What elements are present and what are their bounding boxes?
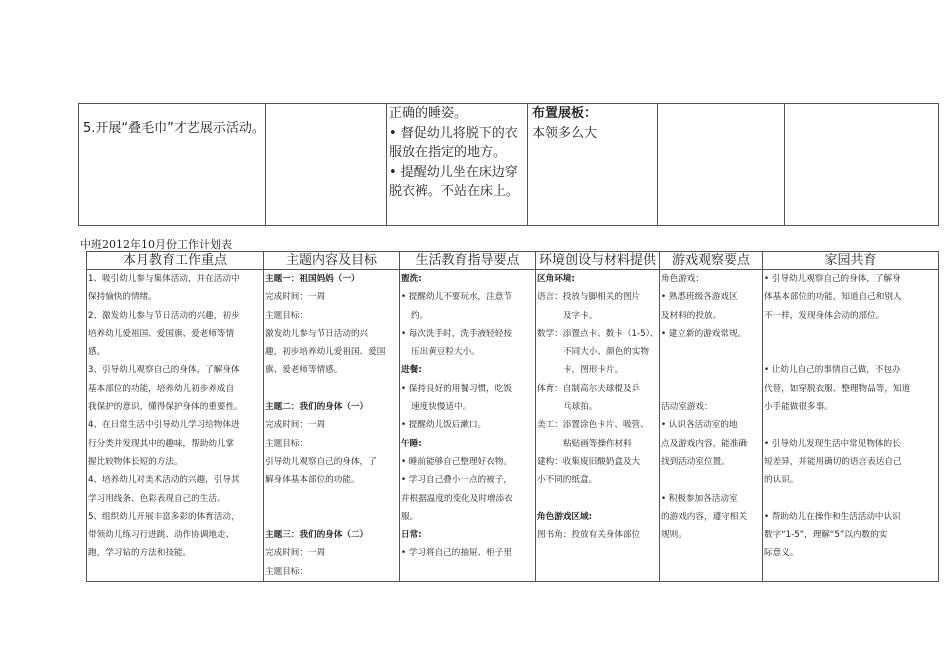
empty-cell <box>658 104 785 226</box>
life-guidance-cell: 盥洗: • 提醒幼儿不要玩水，注意节 约。 • 每次洗手时，洗手液轻轻按 压出黄豆粒大小。 进餐: • 保持良好的用餐习惯，吃饭 速度快慢适中。 • 提醒幼儿饭后漱口。 午睡: • 睡前能够自己整理好衣物。 • 学习自己叠小一点的被子， 并根据温度的变化及时增添衣 服。 日常: • 学习将自己的抽屉、柜子里 <box>400 270 536 582</box>
environment-cell: 区角环境: 语言：投放与脚相关的图片 及字卡。 数学：添置点卡、数卡（1-5）、 不同大小、颜色的实物 卡，图形卡片。 体育：自制高尔夫球棍及乒 乓球拍。 美工：添置涂色卡片、吸管、 粘贴画等操作材料 建构：收集废旧酸奶盒及大 小不同的纸盒。 角色游戏区域: 图书角：投放有关身体部位 <box>536 270 660 582</box>
header-row <box>87 252 939 270</box>
task-cell: 5.开展“叠毛巾”才艺展示活动。 <box>79 104 266 226</box>
table-caption: 中班2012年10月份工作计划表 <box>80 238 232 251</box>
header-cell: 主题内容及目标 <box>264 252 400 270</box>
home-school-cell: • 引导幼儿观察自己的身体，了解身 体基本部位的功能，知道自己和别人 不一样，发现身体会动的部位。 • 让幼儿自己的事情自己做，不包办 代替，如穿脱衣服、整理物品等，知道 小手能做很多事。 • 引导幼儿发现生活中常见物体的长 短差异，并能用确切的语言表达自己 的认识。 • 帮助幼儿在操作和生活活动中认识 数字“1-5”，理解“5”以内数的实 际意义。 <box>763 270 939 582</box>
focus-cell: 1、吸引幼儿参与集体活动，并在活动中 保持愉快的情绪。 2、激发幼儿参与节日活动的兴趣，初步 培养幼儿爱祖国、爱国旗、爱老师等情 感。 3、引导幼儿观察自己的身体，了解身体 基本部位的功能，培养幼儿初步养成自 我保护的意识，懂得保护身体的重要性。 4、在日常生活中引导幼儿学习给物体进 行分类并发现其中的趣味，帮助幼儿掌 握比较物体长短的方法。 4、培养幼儿对美术活动的兴趣，引导其 学习用线条、色彩表现自己的生活。 5、组织幼儿开展丰富多彩的体育活动， 带领幼儿练习行进跳、动作协调地走、 跑，学习钻的方法和技能。 <box>87 270 264 582</box>
env-cell: 布置展板： 本领多么大 <box>528 104 658 226</box>
content-row <box>87 270 939 582</box>
previous-plan-table <box>78 103 939 226</box>
header-cell: 本月教育工作重点 <box>87 252 264 270</box>
monthly-plan-table <box>86 251 939 582</box>
header-cell: 生活教育指导要点 <box>400 252 536 270</box>
header-cell: 环境创设与材料提供 <box>536 252 660 270</box>
empty-cell <box>785 104 939 226</box>
header-cell: 游戏观察要点 <box>660 252 763 270</box>
empty-cell <box>266 104 387 226</box>
game-observation-cell: 角色游戏： • 熟悉班级各游戏区 及材料的投放。 • 建立新的游戏常规。 活动室游戏： • 认识各活动室的地 点及游戏内容，能准确 找到活动室位置。 • 积极参加各活动室 的游戏内容，遵守相关 规则。 <box>660 270 763 582</box>
care-cell: 正确的睡姿。 • 督促幼儿将脱下的衣服放在指定的地方。 • 提醒幼儿坐在床边穿脱衣裤。不站在床上。 <box>387 104 528 226</box>
header-cell: 家园共育 <box>763 252 939 270</box>
theme-cell: 主题一：祖国妈妈（一） 完成时间：一周 主题目标： 激发幼儿参与节日活动的兴 趣，初步培养幼儿爱祖国、爱国 旗、爱老师等情感。 主题二：我们的身体（一） 完成时间：一周 主题目标： 引导幼儿观察自己的身体，了 解身体基本部位的功能。 主题三：我们的身体（二） 完成时间：一周 主题目标： <box>264 270 400 582</box>
